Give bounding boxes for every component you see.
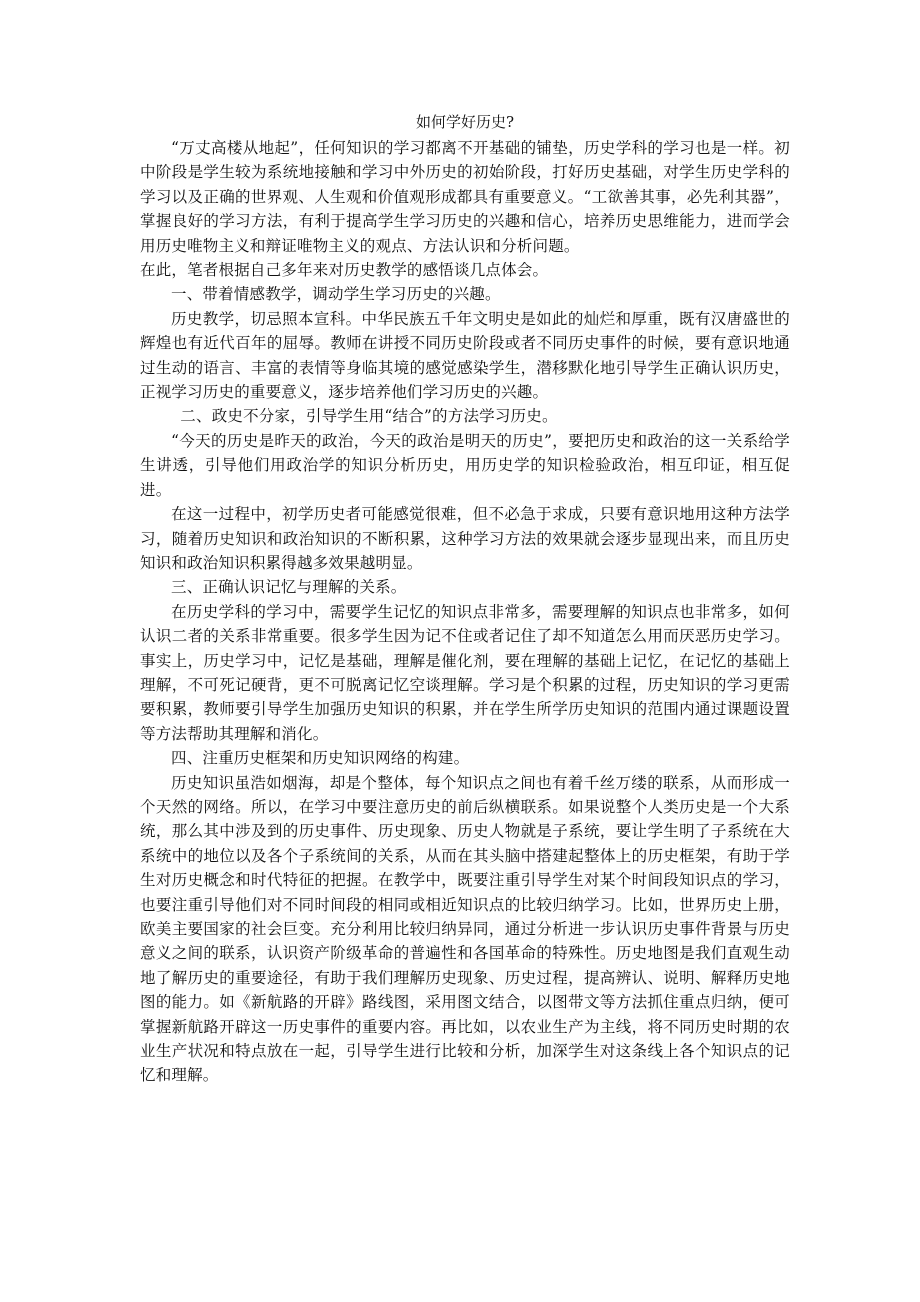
section-3-paragraph: 在历史学科的学习中，需要学生记忆的知识点非常多，需要理解的知识点也非常多，如何认识二者的关系非常重要。很多学生因为记不住或者记住了却不知道怎么用而厌恶历史学习。事实上，历史学习中，记忆是基础，理解是催化剂，要在理解的基础上记忆，在记忆的基础上理解，不可死记硬背，更不可脱离记忆空谈理解。学习是个积累的过程，历史知识的学习更需要积累，教师要引导学生加强历史知识的积累，并在学生所学历史知识的范围内通过课题设置等方法帮助其理解和消化。 xyxy=(140,602,790,743)
section-heading-1: 一、带着情感教学，调动学生学习历史的兴趣。 xyxy=(171,285,501,304)
section-heading-2: 二、政史不分家，引导学生用“结合”的方法学习历史。 xyxy=(180,407,558,426)
document-title: 如何学好历史? xyxy=(415,113,515,131)
section-1-paragraph: 历史教学，切忌照本宣科。中华民族五千年文明史是如此的灿烂和厚重，既有汉唐盛世的辉煌也有近代百年的屈辱。教师在讲授不同历史阶段或者不同历史事件的时候，要有意识地通过生动的语言、丰富的表情等身临其境的感觉感染学生，潜移默化地引导学生正确认识历史，正视学习历史的重要意义，逐步培养他们学习历史的兴趣。 xyxy=(140,309,790,402)
section-heading-4: 四、注重历史框架和历史知识网络的构建。 xyxy=(171,749,470,768)
section-heading-3: 三、正确认识记忆与理解的关系。 xyxy=(171,578,407,597)
section-2-paragraph-2: 在这一过程中，初学历史者可能感觉很难，但不必急于求成，只要有意识地用这种方法学习，随着历史知识和政治知识的不断积累，这种学习方法的效果就会逐步显现出来，而且历史知识和政治知识积累得越多效果越明显。 xyxy=(140,505,790,572)
intro-statement: 在此，笔者根据自己多年来对历史教学的感悟谈几点体会。 xyxy=(140,261,549,280)
document-page xyxy=(140,110,790,1088)
section-2-paragraph-1: “今天的历史是昨天的政治，今天的政治是明天的历史”，要把历史和政治的这一关系给学生讲透，引导他们用政治学的知识分析历史，用历史学的知识检验政治，相互印证，相互促进。 xyxy=(140,431,790,499)
intro-paragraph: “万丈高楼从地起”，任何知识的学习都离不开基础的铺垫，历史学科的学习也是一样。初中阶段是学生较为系统地接触和学习中外历史的初始阶段，打好历史基础，对学生历史学科的学习以及正确的世界观、人生观和价值观形成都具有重要意义。“工欲善其事，必先利其器”，掌握良好的学习方法，有利于提高学生学习历史的兴趣和信心，培养历史思维能力，进而学会用历史唯物主义和辩证唯物主义的观点、方法认识和分析问题。 xyxy=(140,139,790,255)
section-4-paragraph: 历史知识虽浩如烟海，却是个整体，每个知识点之间也有着千丝万缕的联系，从而形成一个天然的网络。所以，在学习中要注意历史的前后纵横联系。如果说整个人类历史是一个大系统，那么其中涉及到的历史事件、历史现象、历史人物就是子系统，要让学生明了子系统在大系统中的地位以及各个子系统间的关系，从而在其头脑中搭建起整体上的历史框架，有助于学生对历史概念和时代特征的把握。在教学中，既要注重引导学生对某个时间段知识点的学习，也要注重引导他们对不同时间段的相同或相近知识点的比较归纳学习。比如，世界历史上册，欧美主要国家的社会巨变。充分利用比较归纳异同，通过分析进一步认识历史事件背景与历史意义之间的联系，认识资产阶级革命的普遍性和各国革命的特殊性。历史地图是我们直观生动地了解历史的重要途径，有助于我们理解历史现象、历史过程，提高辨认、说明、解释历史地图的能力。如《新航路的开辟》路线图，采用图文结合，以图带文等方法抓住重点归纳，便可掌握新航路开辟这一历史事件的重要内容。再比如，以农业生产为主线，将不同历史时期的农业生产状况和特点放在一起，引导学生进行比较和分析，加深学生对这条线上各个知识点的记忆和理解。 xyxy=(140,773,790,1085)
